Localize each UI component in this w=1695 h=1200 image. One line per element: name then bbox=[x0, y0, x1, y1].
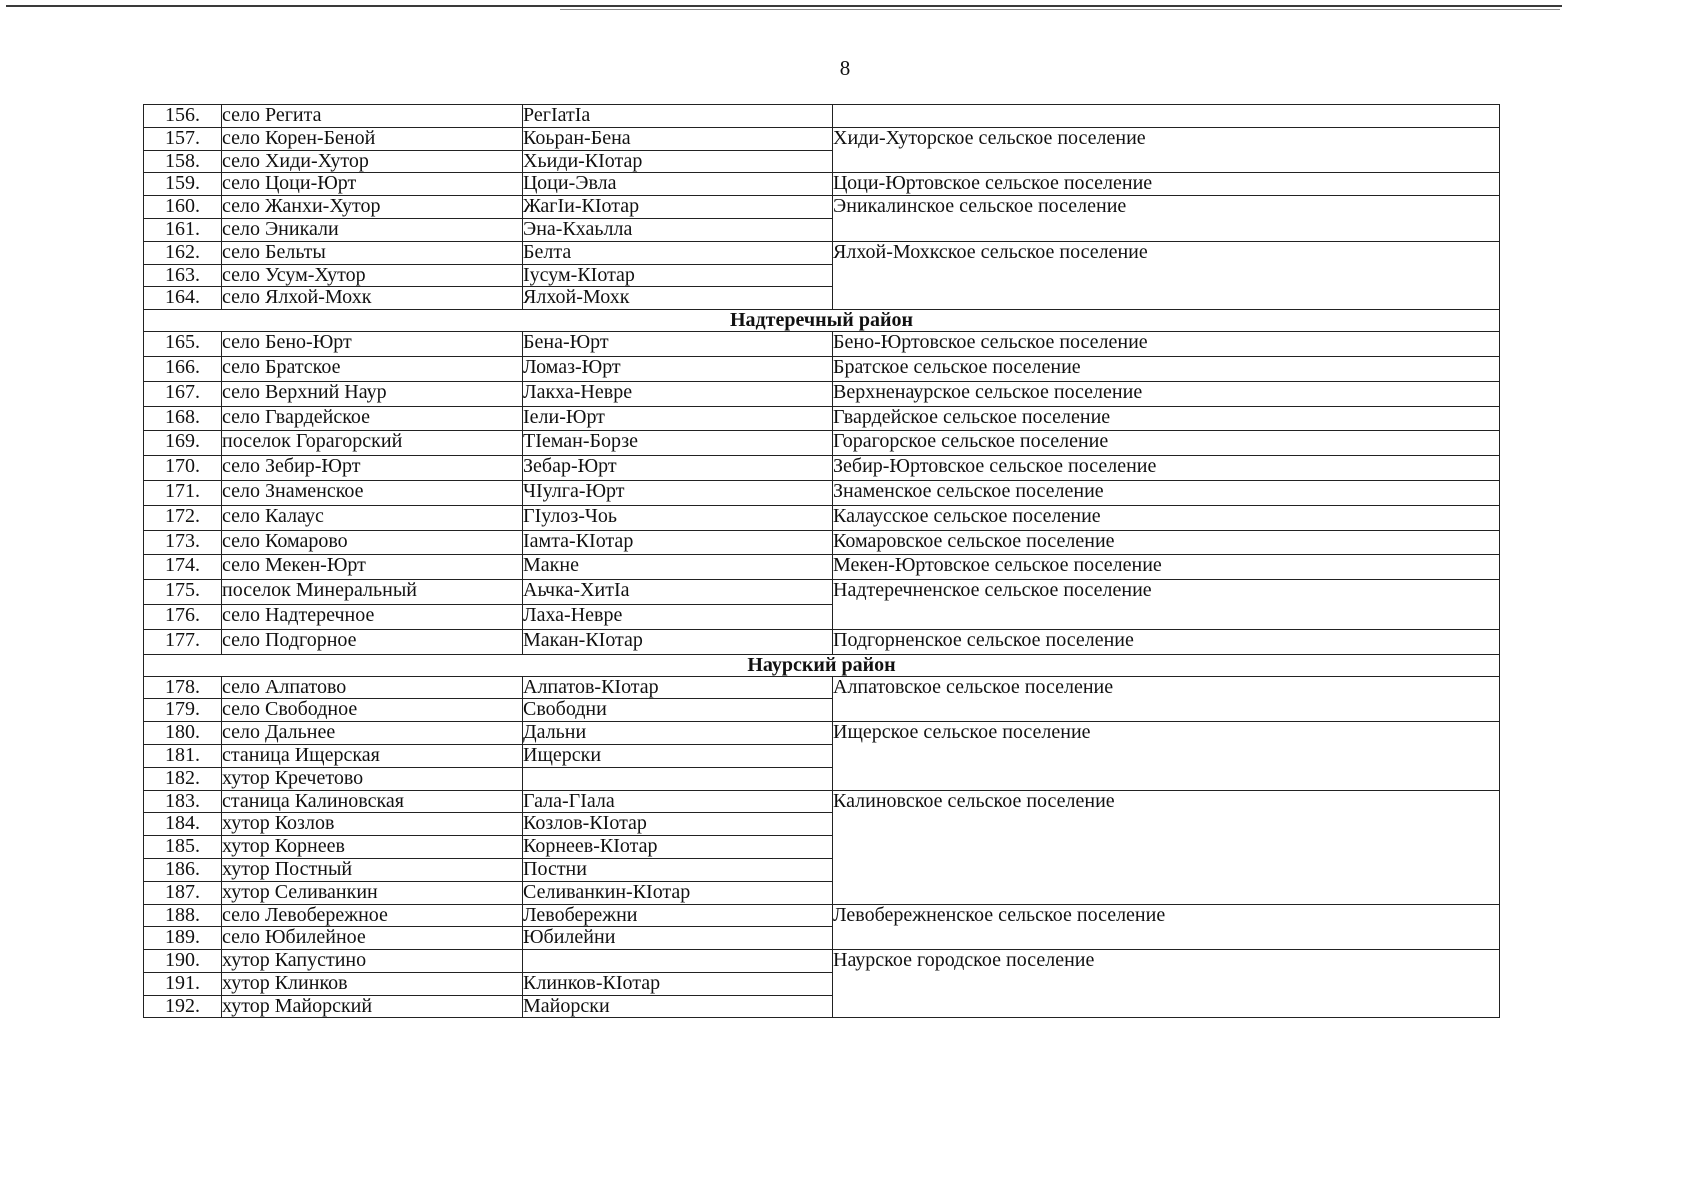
row-number: 185. bbox=[144, 836, 222, 859]
municipal-settlement: Мекен-Юртовское сельское поселение bbox=[833, 555, 1500, 580]
chechen-name: РегIатIа bbox=[523, 105, 833, 128]
chechen-name: Ищерски bbox=[523, 744, 833, 767]
row-number: 174. bbox=[144, 555, 222, 580]
settlement-name: село Надтеречное bbox=[222, 604, 523, 629]
chechen-name: Бена-Юрт bbox=[523, 332, 833, 357]
chechen-name: Майорски bbox=[523, 995, 833, 1018]
settlement-name: село Ялхой-Мохк bbox=[222, 287, 523, 310]
table-row bbox=[144, 356, 1500, 381]
settlement-name: хутор Корнеев bbox=[222, 836, 523, 859]
row-number: 164. bbox=[144, 287, 222, 310]
table-row bbox=[144, 431, 1500, 456]
scan-top-border-secondary bbox=[560, 9, 1560, 10]
row-number: 171. bbox=[144, 480, 222, 505]
row-number: 172. bbox=[144, 505, 222, 530]
settlement-name: хутор Майорский bbox=[222, 995, 523, 1018]
table-row bbox=[144, 904, 1500, 927]
table-row bbox=[144, 105, 1500, 128]
district-header-row bbox=[144, 654, 1500, 676]
settlement-name: хутор Селиванкин bbox=[222, 881, 523, 904]
settlement-name: село Гвардейское bbox=[222, 406, 523, 431]
municipal-settlement: Зебир-Юртовское сельское поселение bbox=[833, 456, 1500, 481]
settlement-name: хутор Капустино bbox=[222, 950, 523, 973]
row-number: 170. bbox=[144, 456, 222, 481]
row-number: 166. bbox=[144, 356, 222, 381]
row-number: 180. bbox=[144, 722, 222, 745]
chechen-name: Корнеев-КIотар bbox=[523, 836, 833, 859]
table-row bbox=[144, 241, 1500, 264]
row-number: 191. bbox=[144, 972, 222, 995]
settlement-name: село Свободное bbox=[222, 699, 523, 722]
table-row bbox=[144, 676, 1500, 699]
chechen-name: Ялхой-Мохк bbox=[523, 287, 833, 310]
settlement-name: село Верхний Наур bbox=[222, 381, 523, 406]
row-number: 183. bbox=[144, 790, 222, 813]
row-number: 176. bbox=[144, 604, 222, 629]
chechen-name: Лакха-Невре bbox=[523, 381, 833, 406]
row-number: 169. bbox=[144, 431, 222, 456]
settlement-name: село Корен-Беной bbox=[222, 127, 523, 150]
settlement-name: хутор Козлов bbox=[222, 813, 523, 836]
chechen-name: Хьиди-КIотар bbox=[523, 150, 833, 173]
row-number: 159. bbox=[144, 173, 222, 196]
table-row bbox=[144, 381, 1500, 406]
row-number: 162. bbox=[144, 241, 222, 264]
settlement-name: хутор Постный bbox=[222, 858, 523, 881]
table-row bbox=[144, 406, 1500, 431]
row-number: 178. bbox=[144, 676, 222, 699]
row-number: 163. bbox=[144, 264, 222, 287]
municipal-settlement: Горагорское сельское поселение bbox=[833, 431, 1500, 456]
table-row bbox=[144, 505, 1500, 530]
settlement-name: село Эникали bbox=[222, 218, 523, 241]
settlement-name: село Цоци-Юрт bbox=[222, 173, 523, 196]
chechen-name: Юбилейни bbox=[523, 927, 833, 950]
settlement-name: село Братское bbox=[222, 356, 523, 381]
table-row bbox=[144, 173, 1500, 196]
settlement-name: село Жанхи-Хутор bbox=[222, 196, 523, 219]
row-number: 179. bbox=[144, 699, 222, 722]
settlement-name: поселок Минеральный bbox=[222, 580, 523, 605]
municipal-settlement: Надтеречненское сельское поселение bbox=[833, 580, 1500, 630]
table-row bbox=[144, 629, 1500, 654]
municipal-settlement: Ищерское сельское поселение bbox=[833, 722, 1500, 790]
row-number: 182. bbox=[144, 767, 222, 790]
settlement-name: село Левобережное bbox=[222, 904, 523, 927]
settlement-name: село Алпатово bbox=[222, 676, 523, 699]
row-number: 168. bbox=[144, 406, 222, 431]
municipal-settlement: Эникалинское сельское поселение bbox=[833, 196, 1500, 242]
row-number: 187. bbox=[144, 881, 222, 904]
chechen-name: Селиванкин-КIотар bbox=[523, 881, 833, 904]
chechen-name: Iусум-КIотар bbox=[523, 264, 833, 287]
chechen-name: Алпатов-КIотар bbox=[523, 676, 833, 699]
settlement-name: хутор Клинков bbox=[222, 972, 523, 995]
settlement-name: хутор Кречетово bbox=[222, 767, 523, 790]
chechen-name: Козлов-КIотар bbox=[523, 813, 833, 836]
row-number: 192. bbox=[144, 995, 222, 1018]
chechen-name: Дальни bbox=[523, 722, 833, 745]
settlement-name: село Комарово bbox=[222, 530, 523, 555]
chechen-name: Аьчка-ХитIа bbox=[523, 580, 833, 605]
row-number: 184. bbox=[144, 813, 222, 836]
row-number: 188. bbox=[144, 904, 222, 927]
row-number: 158. bbox=[144, 150, 222, 173]
chechen-name: ЖагIи-КIотар bbox=[523, 196, 833, 219]
settlements-table-body bbox=[144, 105, 1500, 1018]
municipal-settlement: Комаровское сельское поселение bbox=[833, 530, 1500, 555]
chechen-name: Левобережни bbox=[523, 904, 833, 927]
municipal-settlement bbox=[833, 105, 1500, 128]
district-name: Надтеречный район bbox=[144, 310, 1500, 332]
scan-top-border bbox=[6, 5, 1562, 7]
municipal-settlement: Цоци-Юртовское сельское поселение bbox=[833, 173, 1500, 196]
chechen-name: Макан-КIотар bbox=[523, 629, 833, 654]
row-number: 165. bbox=[144, 332, 222, 357]
settlement-name: село Знаменское bbox=[222, 480, 523, 505]
chechen-name: Постни bbox=[523, 858, 833, 881]
chechen-name: Зебар-Юрт bbox=[523, 456, 833, 481]
settlement-name: станица Ищерская bbox=[222, 744, 523, 767]
settlements-table bbox=[143, 104, 1500, 1018]
row-number: 156. bbox=[144, 105, 222, 128]
row-number: 190. bbox=[144, 950, 222, 973]
row-number: 181. bbox=[144, 744, 222, 767]
chechen-name: Iамта-КIотар bbox=[523, 530, 833, 555]
chechen-name bbox=[523, 950, 833, 973]
row-number: 173. bbox=[144, 530, 222, 555]
chechen-name: Цоци-Эвла bbox=[523, 173, 833, 196]
municipal-settlement: Левобережненское сельское поселение bbox=[833, 904, 1500, 950]
row-number: 160. bbox=[144, 196, 222, 219]
chechen-name: Коьран-Бена bbox=[523, 127, 833, 150]
table-row bbox=[144, 530, 1500, 555]
row-number: 167. bbox=[144, 381, 222, 406]
row-number: 175. bbox=[144, 580, 222, 605]
settlement-name: село Мекен-Юрт bbox=[222, 555, 523, 580]
table-row bbox=[144, 580, 1500, 605]
table-row bbox=[144, 196, 1500, 219]
chechen-name: Гала-ГIала bbox=[523, 790, 833, 813]
settlement-name: село Зебир-Юрт bbox=[222, 456, 523, 481]
settlement-name: станица Калиновская bbox=[222, 790, 523, 813]
municipal-settlement: Верхненаурское сельское поселение bbox=[833, 381, 1500, 406]
table-row bbox=[144, 950, 1500, 973]
municipal-settlement: Гвардейское сельское поселение bbox=[833, 406, 1500, 431]
row-number: 177. bbox=[144, 629, 222, 654]
chechen-name: Свободни bbox=[523, 699, 833, 722]
settlement-name: село Бено-Юрт bbox=[222, 332, 523, 357]
municipal-settlement: Знаменское сельское поселение bbox=[833, 480, 1500, 505]
chechen-name: Эна-Кхаьлла bbox=[523, 218, 833, 241]
row-number: 189. bbox=[144, 927, 222, 950]
table-row bbox=[144, 480, 1500, 505]
settlement-name: село Бельты bbox=[222, 241, 523, 264]
chechen-name: Ломаз-Юрт bbox=[523, 356, 833, 381]
table-row bbox=[144, 456, 1500, 481]
chechen-name: Белта bbox=[523, 241, 833, 264]
municipal-settlement: Калаусское сельское поселение bbox=[833, 505, 1500, 530]
municipal-settlement: Ялхой-Мохкское сельское поселение bbox=[833, 241, 1500, 309]
table-row bbox=[144, 722, 1500, 745]
row-number: 157. bbox=[144, 127, 222, 150]
settlement-name: село Калаус bbox=[222, 505, 523, 530]
municipal-settlement: Алпатовское сельское поселение bbox=[833, 676, 1500, 722]
chechen-name: ГIулоз-Чоь bbox=[523, 505, 833, 530]
chechen-name: Клинков-КIотар bbox=[523, 972, 833, 995]
municipal-settlement: Хиди-Хуторское сельское поселение bbox=[833, 127, 1500, 173]
page-number: 8 bbox=[839, 56, 851, 80]
row-number: 186. bbox=[144, 858, 222, 881]
table-row bbox=[144, 555, 1500, 580]
municipal-settlement: Подгорненское сельское поселение bbox=[833, 629, 1500, 654]
chechen-name: Макне bbox=[523, 555, 833, 580]
chechen-name: Iели-Юрт bbox=[523, 406, 833, 431]
chechen-name: ТIеман-Борзе bbox=[523, 431, 833, 456]
chechen-name: Лаха-Невре bbox=[523, 604, 833, 629]
table-row bbox=[144, 332, 1500, 357]
municipal-settlement: Калиновское сельское поселение bbox=[833, 790, 1500, 904]
settlement-name: село Усум-Хутор bbox=[222, 264, 523, 287]
settlement-name: село Дальнее bbox=[222, 722, 523, 745]
table-row bbox=[144, 127, 1500, 150]
table-row bbox=[144, 790, 1500, 813]
settlement-name: село Юбилейное bbox=[222, 927, 523, 950]
municipal-settlement: Бено-Юртовское сельское поселение bbox=[833, 332, 1500, 357]
settlement-name: поселок Горагорский bbox=[222, 431, 523, 456]
chechen-name bbox=[523, 767, 833, 790]
district-name: Наурский район bbox=[144, 654, 1500, 676]
row-number: 161. bbox=[144, 218, 222, 241]
district-header-row bbox=[144, 310, 1500, 332]
settlement-name: село Регита bbox=[222, 105, 523, 128]
settlement-name: село Подгорное bbox=[222, 629, 523, 654]
settlement-name: село Хиди-Хутор bbox=[222, 150, 523, 173]
municipal-settlement: Братское сельское поселение bbox=[833, 356, 1500, 381]
chechen-name: ЧIулга-Юрт bbox=[523, 480, 833, 505]
municipal-settlement: Наурское городское поселение bbox=[833, 950, 1500, 1018]
